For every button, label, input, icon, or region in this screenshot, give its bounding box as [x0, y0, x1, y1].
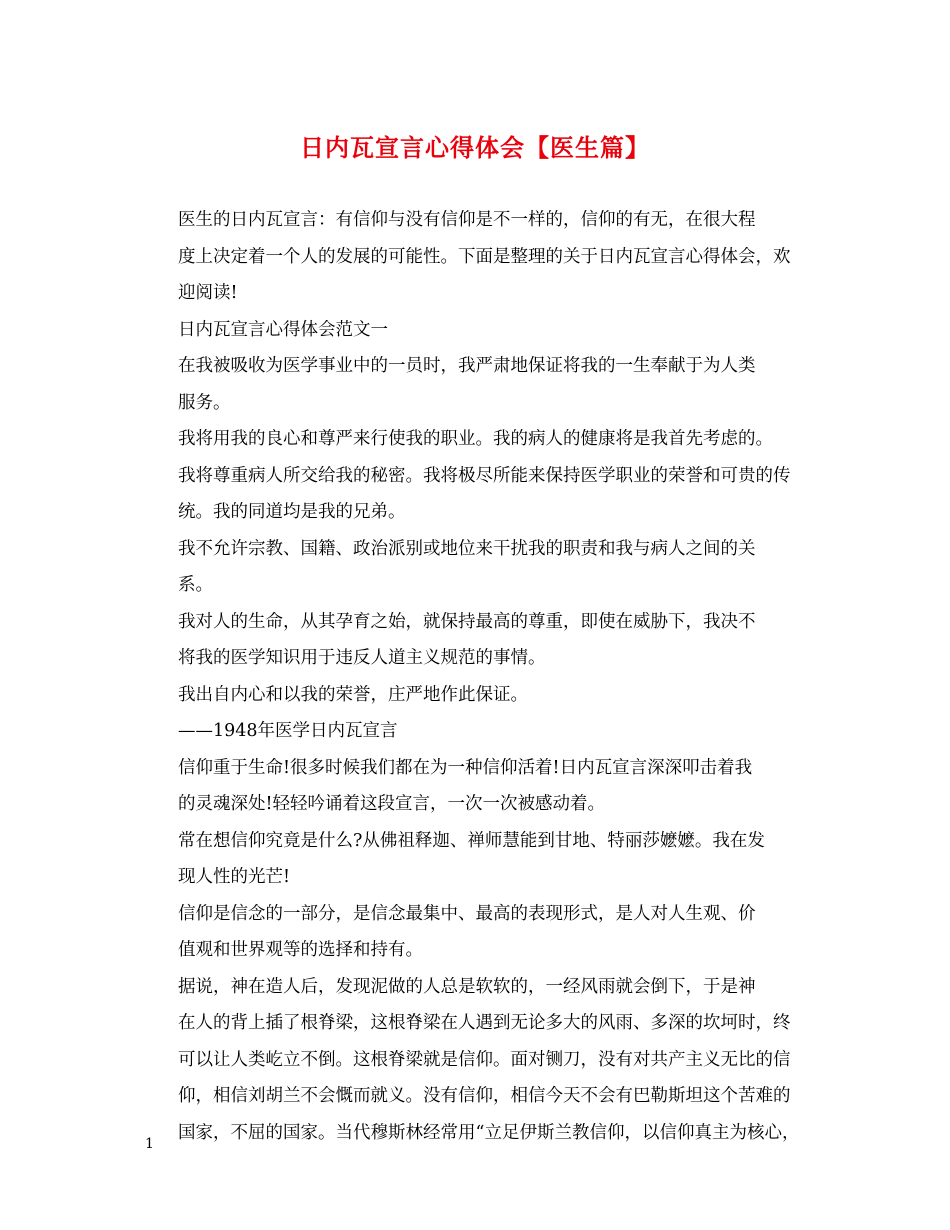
text-line: ——1948年医学日内瓦宣言 [178, 721, 398, 741]
section-heading [142, 312, 812, 349]
paragraph [142, 969, 812, 1152]
text-line: 迎阅读! [178, 283, 238, 303]
text-line: 现人性的光芒! [178, 867, 291, 887]
paragraph-intro [142, 202, 812, 312]
text-line: 国家，不屈的国家。当代穆斯林经常用“立足伊斯兰教信仰，以信仰真主为核心， [178, 1122, 800, 1143]
text-line: 我出自内心和以我的荣誉，庄严地作此保证。 [178, 684, 528, 705]
document-body [142, 202, 812, 1151]
text-line: 值观和世界观等的选择和持有。 [178, 940, 423, 960]
text-line: 信仰重于生命!很多时候我们都在为一种信仰活着!日内瓦宣言深深叩击着我 [178, 757, 753, 778]
attribution [142, 713, 812, 750]
text-line: 在我被吸收为医学事业中的一员时，我严肃地保证将我的一生奉献于为人类 [178, 356, 756, 376]
text-line: 我不允许宗教、国籍、政治派别或地位来干扰我的职责和我与病人之间的关 [178, 538, 756, 559]
text-line: 常在想信仰究竟是什么?从佛祖释迦、禅师慧能到甘地、特丽莎嬷嬷。我在发 [178, 830, 765, 851]
text-line: 医生的日内瓦宣言：有信仰与没有信仰是不一样的，信仰的有无，在很大程 [178, 210, 756, 230]
paragraph [142, 531, 812, 604]
text-line: 的灵魂深处!轻轻吟诵着这段宣言，一次一次被感动着。 [178, 794, 606, 814]
page-number: 1 [145, 1136, 154, 1152]
text-line: 仰，相信刘胡兰不会慨而就义。没有信仰，相信今天不会有巴勒斯坦这个苦难的 [178, 1086, 791, 1106]
text-line: 我对人的生命，从其孕育之始，就保持最高的尊重，即使在威胁下，我决不 [178, 611, 756, 632]
document-title: 日内瓦宣言心得体会【医生篇】 [300, 133, 650, 162]
text-line: 系。 [178, 575, 213, 595]
text-line: 将我的医学知识用于违反人道主义规范的事情。 [178, 648, 546, 668]
text-line: 在人的背上插了根脊梁，这根脊梁在人遇到无论多大的风雨、多深的坎坷时，终 [178, 1013, 791, 1033]
text-line: 服务。 [178, 392, 231, 413]
paragraph [142, 896, 812, 969]
paragraph [142, 677, 812, 714]
paragraph [142, 823, 812, 896]
text-line: 度上决定着一个人的发展的可能性。下面是整理的关于日内瓦宣言心得体会，欢 [178, 246, 791, 267]
text-line: 日内瓦宣言心得体会范文一 [178, 319, 388, 340]
paragraph [142, 604, 812, 677]
text-line: 我将尊重病人所交给我的秘密。我将极尽所能来保持医学职业的荣誉和可贵的传 [178, 465, 791, 486]
text-line: 可以让人类屹立不倒。这根脊梁就是信仰。面对铡刀，没有对共产主义无比的信 [178, 1049, 791, 1070]
paragraph [142, 421, 812, 531]
text-line: 统。我的同道均是我的兄弟。 [178, 502, 406, 522]
paragraph [142, 348, 812, 421]
text-line: 信仰是信念的一部分，是信念最集中、最高的表现形式，是人对人生观、价 [178, 903, 756, 924]
text-line: 我将用我的良心和尊严来行使我的职业。我的病人的健康将是我首先考虑的。 [178, 429, 773, 449]
text-line: 据说，神在造人后，发现泥做的人总是软软的，一经风雨就会倒下，于是神 [178, 976, 756, 997]
paragraph [142, 750, 812, 823]
